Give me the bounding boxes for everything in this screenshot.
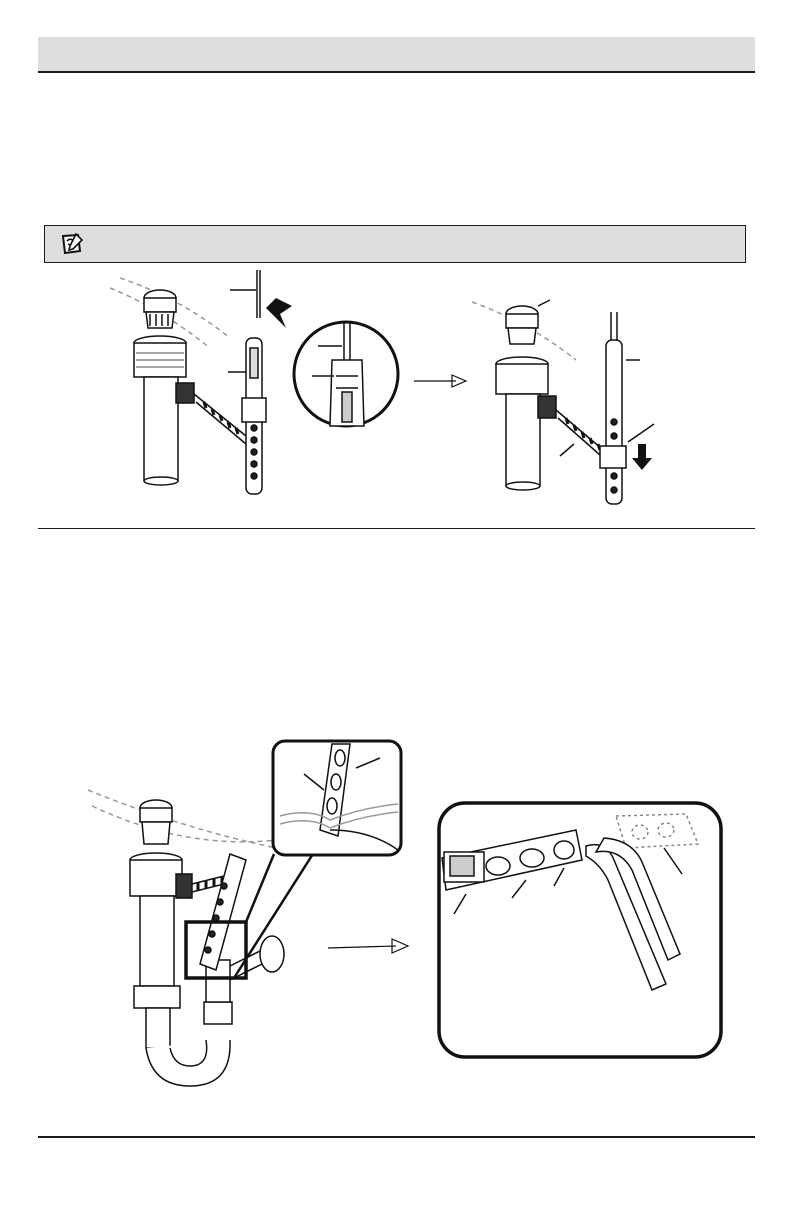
note-icon (59, 232, 85, 256)
bottom-rule (38, 1136, 755, 1138)
detail-callout-clevis-strap (290, 316, 402, 432)
arrow-right (412, 372, 470, 390)
section-header-bar (38, 37, 755, 73)
section-divider (38, 528, 755, 529)
installation-figure-left (100, 268, 300, 500)
note-box (44, 225, 746, 263)
arrow-right-detail (326, 936, 412, 958)
detail-callout-strap-bottom (270, 738, 404, 858)
installation-figure-right (468, 292, 668, 510)
detail-panel-cut-strap (436, 800, 726, 1062)
